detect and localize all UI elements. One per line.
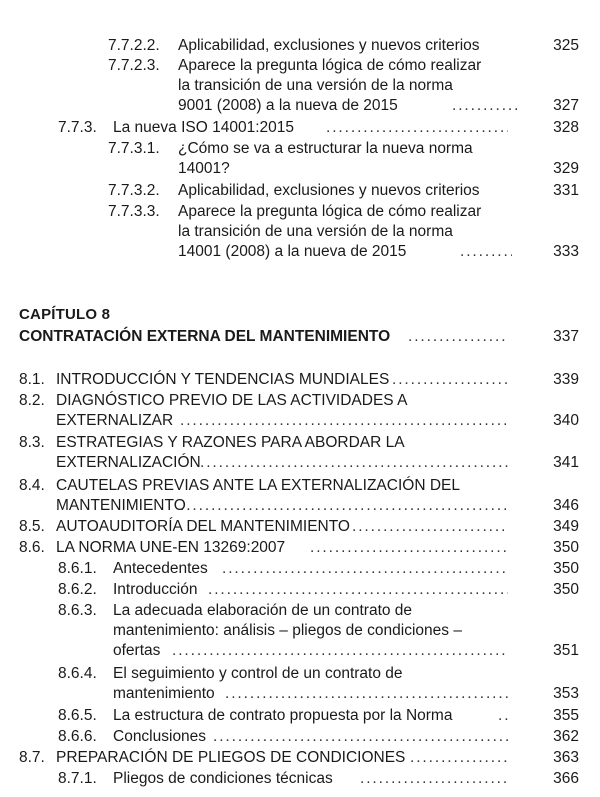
- toc-entry-title: la transición de una versión de la norma: [178, 77, 453, 94]
- toc-entry-line: [0, 496, 600, 516]
- toc-page-number: 328: [553, 119, 579, 136]
- dot-leader: [213, 727, 508, 747]
- toc-entry-title: Aplicabilidad, exclusiones y nuevos criterios: [178, 182, 480, 199]
- toc-page-number: 337: [553, 328, 579, 345]
- toc-entry[interactable]: [0, 202, 600, 262]
- toc-entry[interactable]: [0, 601, 600, 661]
- toc-page-number: 349: [553, 518, 579, 535]
- dot-leader: [410, 748, 508, 768]
- dot-leader: [452, 96, 520, 116]
- toc-entry[interactable]: [0, 748, 600, 768]
- toc-entry[interactable]: [0, 433, 600, 473]
- toc-entry-line: [0, 118, 600, 138]
- toc-entry-line: [0, 370, 600, 390]
- toc-page-number: 327: [553, 97, 579, 114]
- toc-entry[interactable]: [0, 580, 600, 600]
- toc-entry[interactable]: [0, 56, 600, 116]
- toc-entry-title: Pliegos de condiciones técnicas: [113, 770, 333, 787]
- toc-entry-number: 7.7.2.3.: [108, 57, 160, 74]
- toc-entry[interactable]: [0, 476, 600, 516]
- toc-entry-title: El seguimiento y control de un contrato de: [113, 665, 403, 682]
- toc-entry[interactable]: [0, 517, 600, 537]
- toc-entry-line: [0, 391, 600, 411]
- toc-entry-number: 8.6.3.: [58, 602, 97, 619]
- toc-entry[interactable]: [0, 664, 600, 704]
- toc-page-number: 331: [553, 182, 579, 199]
- dot-leader: [408, 327, 508, 347]
- toc-page-number: 333: [553, 243, 579, 260]
- toc-entry[interactable]: [0, 727, 600, 747]
- toc-entry-title: La nueva ISO 14001:2015: [113, 119, 294, 136]
- toc-entry[interactable]: [0, 181, 600, 201]
- toc-entry[interactable]: [0, 36, 600, 56]
- toc-entry-line: [0, 476, 600, 496]
- toc-entry-number: 8.1.: [19, 371, 45, 388]
- toc-entry-title: LA NORMA UNE-EN 13269:2007: [56, 539, 286, 556]
- toc-entry-title: 9001 (2008) a la nueva de 2015: [178, 97, 398, 114]
- toc-entry-title: EXTERNALIZAR: [56, 412, 174, 429]
- toc-entry[interactable]: [0, 370, 600, 390]
- toc-entry-line: [0, 621, 600, 641]
- toc-entry-title: Aparece la pregunta lógica de cómo realizar: [178, 203, 482, 220]
- toc-entry-number: 8.4.: [19, 477, 45, 494]
- toc-entry-number: 8.6.1.: [58, 560, 97, 577]
- toc-entry-number: 7.7.3.1.: [108, 140, 160, 157]
- toc-entry-line: [0, 706, 600, 726]
- toc-entry-line: [0, 181, 600, 201]
- dot-leader: [392, 370, 508, 390]
- toc-entry-line: [0, 580, 600, 600]
- toc-entry-title: ESTRATEGIAS Y RAZONES PARA ABORDAR LA: [56, 434, 405, 451]
- toc-entry-line: [0, 242, 600, 262]
- toc-entry-title: 14001?: [178, 160, 230, 177]
- toc-entry-line: [0, 433, 600, 453]
- toc-entry-line: [0, 517, 600, 537]
- toc-entry-line: [0, 202, 600, 222]
- toc-entry-title: ¿Cómo se va a estructurar la nueva norma: [178, 140, 473, 157]
- dot-leader: [460, 242, 512, 262]
- toc-entry-line: [0, 411, 600, 431]
- toc-entry-title: ofertas: [113, 642, 161, 659]
- dot-leader: [222, 559, 508, 579]
- toc-entry[interactable]: [0, 706, 600, 726]
- toc-entry-title: mantenimiento: análisis – pliegos de condiciones –: [113, 622, 462, 639]
- toc-page-number: 351: [553, 642, 579, 659]
- dot-leader: [326, 118, 508, 138]
- toc-entry-title: CONTRATACIÓN EXTERNA DEL MANTENIMIENTO: [19, 328, 391, 345]
- toc-entry-title: mantenimiento: [113, 685, 215, 702]
- toc-entry-line: [0, 641, 600, 661]
- dot-leader: [208, 580, 508, 600]
- toc-entry-title: AUTOAUDITORÍA DEL MANTENIMIENTO: [56, 518, 350, 535]
- toc-entry-line: [0, 538, 600, 558]
- toc-entry[interactable]: [0, 559, 600, 579]
- dot-leader: [352, 517, 508, 537]
- toc-entry-title: la transición de una versión de la norma: [178, 223, 453, 240]
- toc-entry[interactable]: [0, 391, 600, 431]
- toc-entry-title: Aplicabilidad, exclusiones y nuevos criterios: [178, 37, 480, 54]
- toc-entry-number: 8.6.2.: [58, 581, 97, 598]
- toc-entry-number: 7.7.3.: [58, 119, 97, 136]
- toc-entry-line: [0, 664, 600, 684]
- toc-entry-number: 8.6.: [19, 539, 45, 556]
- toc-page-number: 325: [553, 37, 579, 54]
- toc-entry-line: [0, 559, 600, 579]
- toc-entry-title: MANTENIMIENTO: [56, 497, 186, 514]
- dot-leader: [310, 538, 508, 558]
- toc-page-number: 339: [553, 371, 579, 388]
- toc-entry-number: 8.5.: [19, 518, 45, 535]
- toc-entry-title: INTRODUCCIÓN Y TENDENCIAS MUNDIALES: [56, 371, 390, 388]
- dot-leader: [180, 496, 508, 516]
- toc-page-number: 362: [553, 728, 579, 745]
- toc-entry-title: DIAGNÓSTICO PREVIO DE LAS ACTIVIDADES A: [56, 392, 408, 409]
- toc-entry[interactable]: [0, 139, 600, 179]
- toc-entry-title: EXTERNALIZACIÓN: [56, 454, 201, 471]
- toc-entry-line: [0, 56, 600, 76]
- toc-entry-line: [0, 222, 600, 242]
- toc-page-number: 329: [553, 160, 579, 177]
- toc-entry-number: 8.7.: [19, 749, 45, 766]
- toc-page-number: 340: [553, 412, 579, 429]
- toc-entry-line: [0, 684, 600, 704]
- toc-page-number: 366: [553, 770, 579, 787]
- toc-entry-line: [0, 159, 600, 179]
- toc-entry-title: 14001 (2008) a la nueva de 2015: [178, 243, 407, 260]
- toc-entry-number: 7.7.3.2.: [108, 182, 160, 199]
- dot-leader: [200, 453, 508, 473]
- dot-leader: [172, 641, 508, 661]
- toc-page-number: 363: [553, 749, 579, 766]
- toc-entry[interactable]: [0, 327, 600, 347]
- dot-leader: [225, 684, 508, 704]
- toc-entry[interactable]: [0, 769, 600, 789]
- toc-entry-line: [0, 327, 600, 347]
- toc-entry-title: Introducción: [113, 581, 198, 598]
- toc-page-number: 341: [553, 454, 579, 471]
- toc-entry-title: La adecuada elaboración de un contrato de: [113, 602, 413, 619]
- toc-entry-line: [0, 96, 600, 116]
- toc-page-number: 350: [553, 560, 579, 577]
- toc-entry-line: [0, 453, 600, 473]
- toc-entry-number: 8.6.6.: [58, 728, 97, 745]
- toc-entry-title: Aparece la pregunta lógica de cómo realizar: [178, 57, 482, 74]
- toc-page-number: 355: [553, 707, 579, 724]
- toc-entry-line: [0, 139, 600, 159]
- dot-leader: [498, 706, 508, 726]
- toc-entry-line: [0, 36, 600, 56]
- toc-entry-title: Antecedentes: [113, 560, 208, 577]
- toc-entry-number: 8.6.4.: [58, 665, 97, 682]
- dot-leader: [360, 769, 508, 789]
- toc-entry[interactable]: [0, 118, 600, 138]
- toc-entry-line: [0, 601, 600, 621]
- toc-page-number: 350: [553, 539, 579, 556]
- toc-entry-number: 8.6.5.: [58, 707, 97, 724]
- dot-leader: [180, 411, 508, 431]
- toc-entry-title: Conclusiones: [113, 728, 207, 745]
- toc-entry-number: 7.7.3.3.: [108, 203, 160, 220]
- toc-page-number: 346: [553, 497, 579, 514]
- toc-entry-title: PREPARACIÓN DE PLIEGOS DE CONDICIONES: [56, 749, 406, 766]
- toc-entry-title: CAUTELAS PREVIAS ANTE LA EXTERNALIZACIÓN DEL: [56, 477, 460, 494]
- toc-entry-number: 8.2.: [19, 392, 45, 409]
- toc-page-number: 350: [553, 581, 579, 598]
- toc-entry-line: [0, 727, 600, 747]
- toc-entry-line: [0, 748, 600, 768]
- toc-entry-title: La estructura de contrato propuesta por la Norma: [113, 707, 453, 724]
- toc-entry-line: [0, 76, 600, 96]
- toc-page-number: 353: [553, 685, 579, 702]
- chapter-label: CAPÍTULO 8: [19, 306, 111, 323]
- toc-entry-number: 8.7.1.: [58, 770, 97, 787]
- toc-entry[interactable]: [0, 538, 600, 558]
- toc-entry-number: 8.3.: [19, 434, 45, 451]
- toc-entry-line: [0, 769, 600, 789]
- toc-entry-number: 7.7.2.2.: [108, 37, 160, 54]
